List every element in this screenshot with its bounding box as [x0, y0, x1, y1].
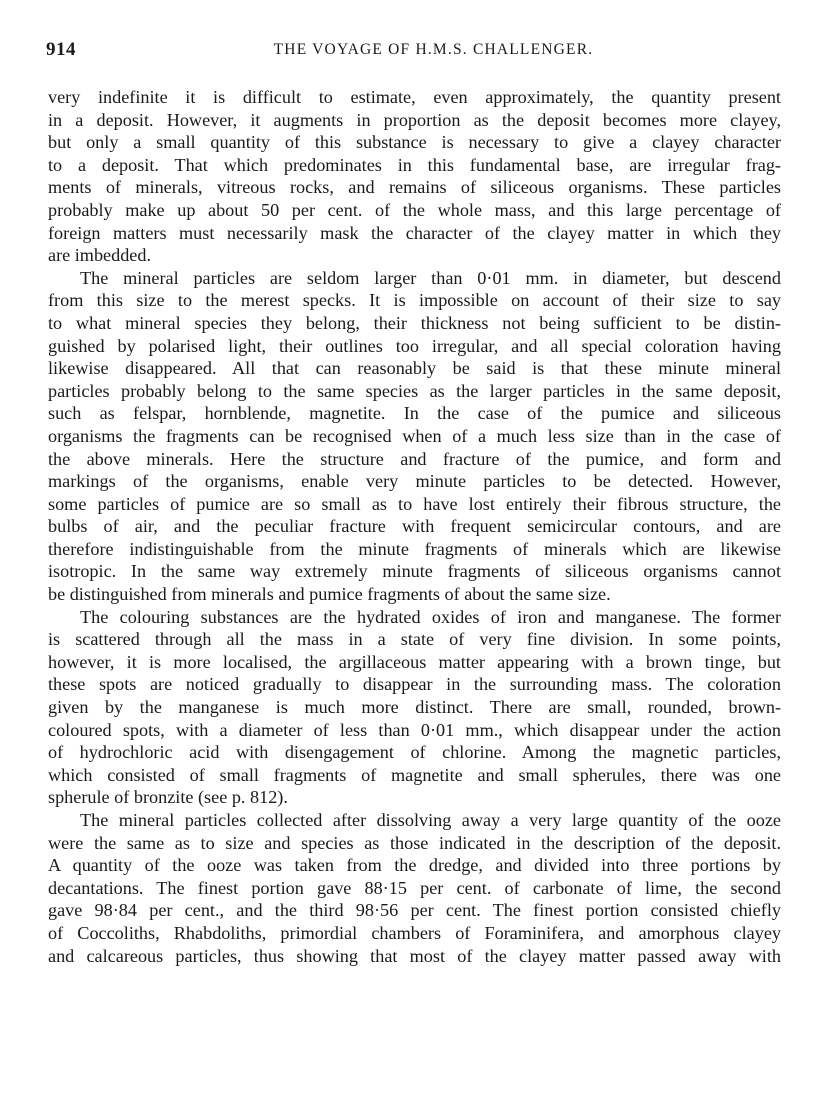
text-line: The colouring substances are the hydrated oxides of iron and manganese. The former — [80, 606, 781, 627]
text-line: such as felspar, hornblende, magnetite. In the case of the pumice and siliceous — [48, 403, 781, 424]
text-line: gave 98·84 per cent., and the third 98·56 per cent. The finest portion consisted chiefly — [48, 900, 781, 921]
text-line: in a deposit. However, it augments in proportion as the deposit becomes more clayey, — [48, 109, 781, 130]
text-line: however, it is more localised, the argillaceous matter appearing with a brown tinge, but — [48, 651, 781, 672]
paragraph — [48, 267, 781, 606]
paragraph — [48, 86, 781, 267]
text-line: probably make up about 50 per cent. of the whole mass, and this large percentage of — [48, 199, 781, 220]
text-line: A quantity of the ooze was taken from the dredge, and divided into three portions by — [48, 855, 781, 876]
text-line: guished by polarised light, their outlines too irregular, and all special coloration having — [48, 335, 781, 356]
paragraph — [48, 809, 781, 967]
text-line: which consisted of small fragments of magnetite and small spherules, there was one — [48, 764, 781, 785]
text-line: The mineral particles are seldom larger than 0·01 mm. in diameter, but descend — [80, 267, 781, 288]
text-line: ments of minerals, vitreous rocks, and remains of siliceous organisms. These particles — [48, 177, 781, 198]
text-line: some particles of pumice are so small as to have lost entirely their fibrous structure, the — [48, 493, 781, 514]
text-line: bulbs of air, and the peculiar fracture with frequent semicircular contours, and are — [48, 516, 781, 537]
text-line: are imbedded. — [48, 245, 152, 266]
text-line: were the same as to size and species as those indicated in the description of the deposit. — [48, 832, 781, 853]
body-text — [48, 86, 781, 967]
text-line: decantations. The finest portion gave 88·15 per cent. of carbonate of lime, the second — [48, 877, 781, 898]
text-line: and calcareous particles, thus showing that most of the clayey matter passed away with — [48, 945, 781, 966]
text-line: but only a small quantity of this substance is necessary to give a clayey character — [48, 132, 781, 153]
text-line: of hydrochloric acid with disengagement of chlorine. Among the magnetic particles, — [48, 742, 781, 763]
text-line: is scattered through all the mass in a state of very fine division. In some points, — [48, 629, 781, 650]
page-number: 914 — [46, 39, 76, 60]
text-line: therefore indistinguishable from the minute fragments of minerals which are likewise — [48, 538, 781, 559]
text-line: particles probably belong to the same species as the larger particles in the same deposit, — [48, 380, 781, 401]
text-line: from this size to the merest specks. It is impossible on account of their size to say — [48, 290, 781, 311]
running-title: THE VOYAGE OF H.M.S. CHALLENGER. — [273, 41, 594, 58]
text-line: to what mineral species they belong, their thickness not being sufficient to be distin- — [48, 312, 781, 333]
text-line: very indefinite it is difficult to estimate, even approximately, the quantity present — [48, 87, 781, 107]
page-header — [46, 39, 781, 63]
text-line: of Coccoliths, Rhabdoliths, primordial chambers of Foraminifera, and amorphous clayey — [48, 922, 781, 943]
text-line: these spots are noticed gradually to disappear in the surrounding mass. The coloration — [48, 674, 781, 695]
text-line: to a deposit. That which predominates in this fundamental base, are irregular frag- — [48, 154, 781, 175]
text-line: organisms the fragments can be recognised when of a much less size than in the case of — [48, 425, 781, 446]
text-line: likewise disappeared. All that can reasonably be said is that these minute mineral — [48, 358, 781, 379]
text-line: be distinguished from minerals and pumice fragments of about the same size. — [48, 584, 611, 605]
text-line: The mineral particles collected after dissolving away a very large quantity of the ooze — [80, 810, 781, 830]
text-line: the above minerals. Here the structure and fracture of the pumice, and form and — [48, 448, 781, 469]
text-line: markings of the organisms, enable very minute particles to be detected. However, — [48, 471, 781, 492]
paragraph — [48, 606, 781, 809]
text-line: foreign matters must necessarily mask the character of the clayey matter in which they — [48, 222, 781, 243]
text-line: isotropic. In the same way extremely minute fragments of siliceous organisms cannot — [48, 561, 781, 582]
text-line: given by the manganese is much more distinct. There are small, rounded, brown- — [48, 697, 781, 718]
text-line: coloured spots, with a diameter of less than 0·01 mm., which disappear under the action — [48, 719, 781, 740]
text-line: spherule of bronzite (see p. 812). — [48, 787, 288, 808]
